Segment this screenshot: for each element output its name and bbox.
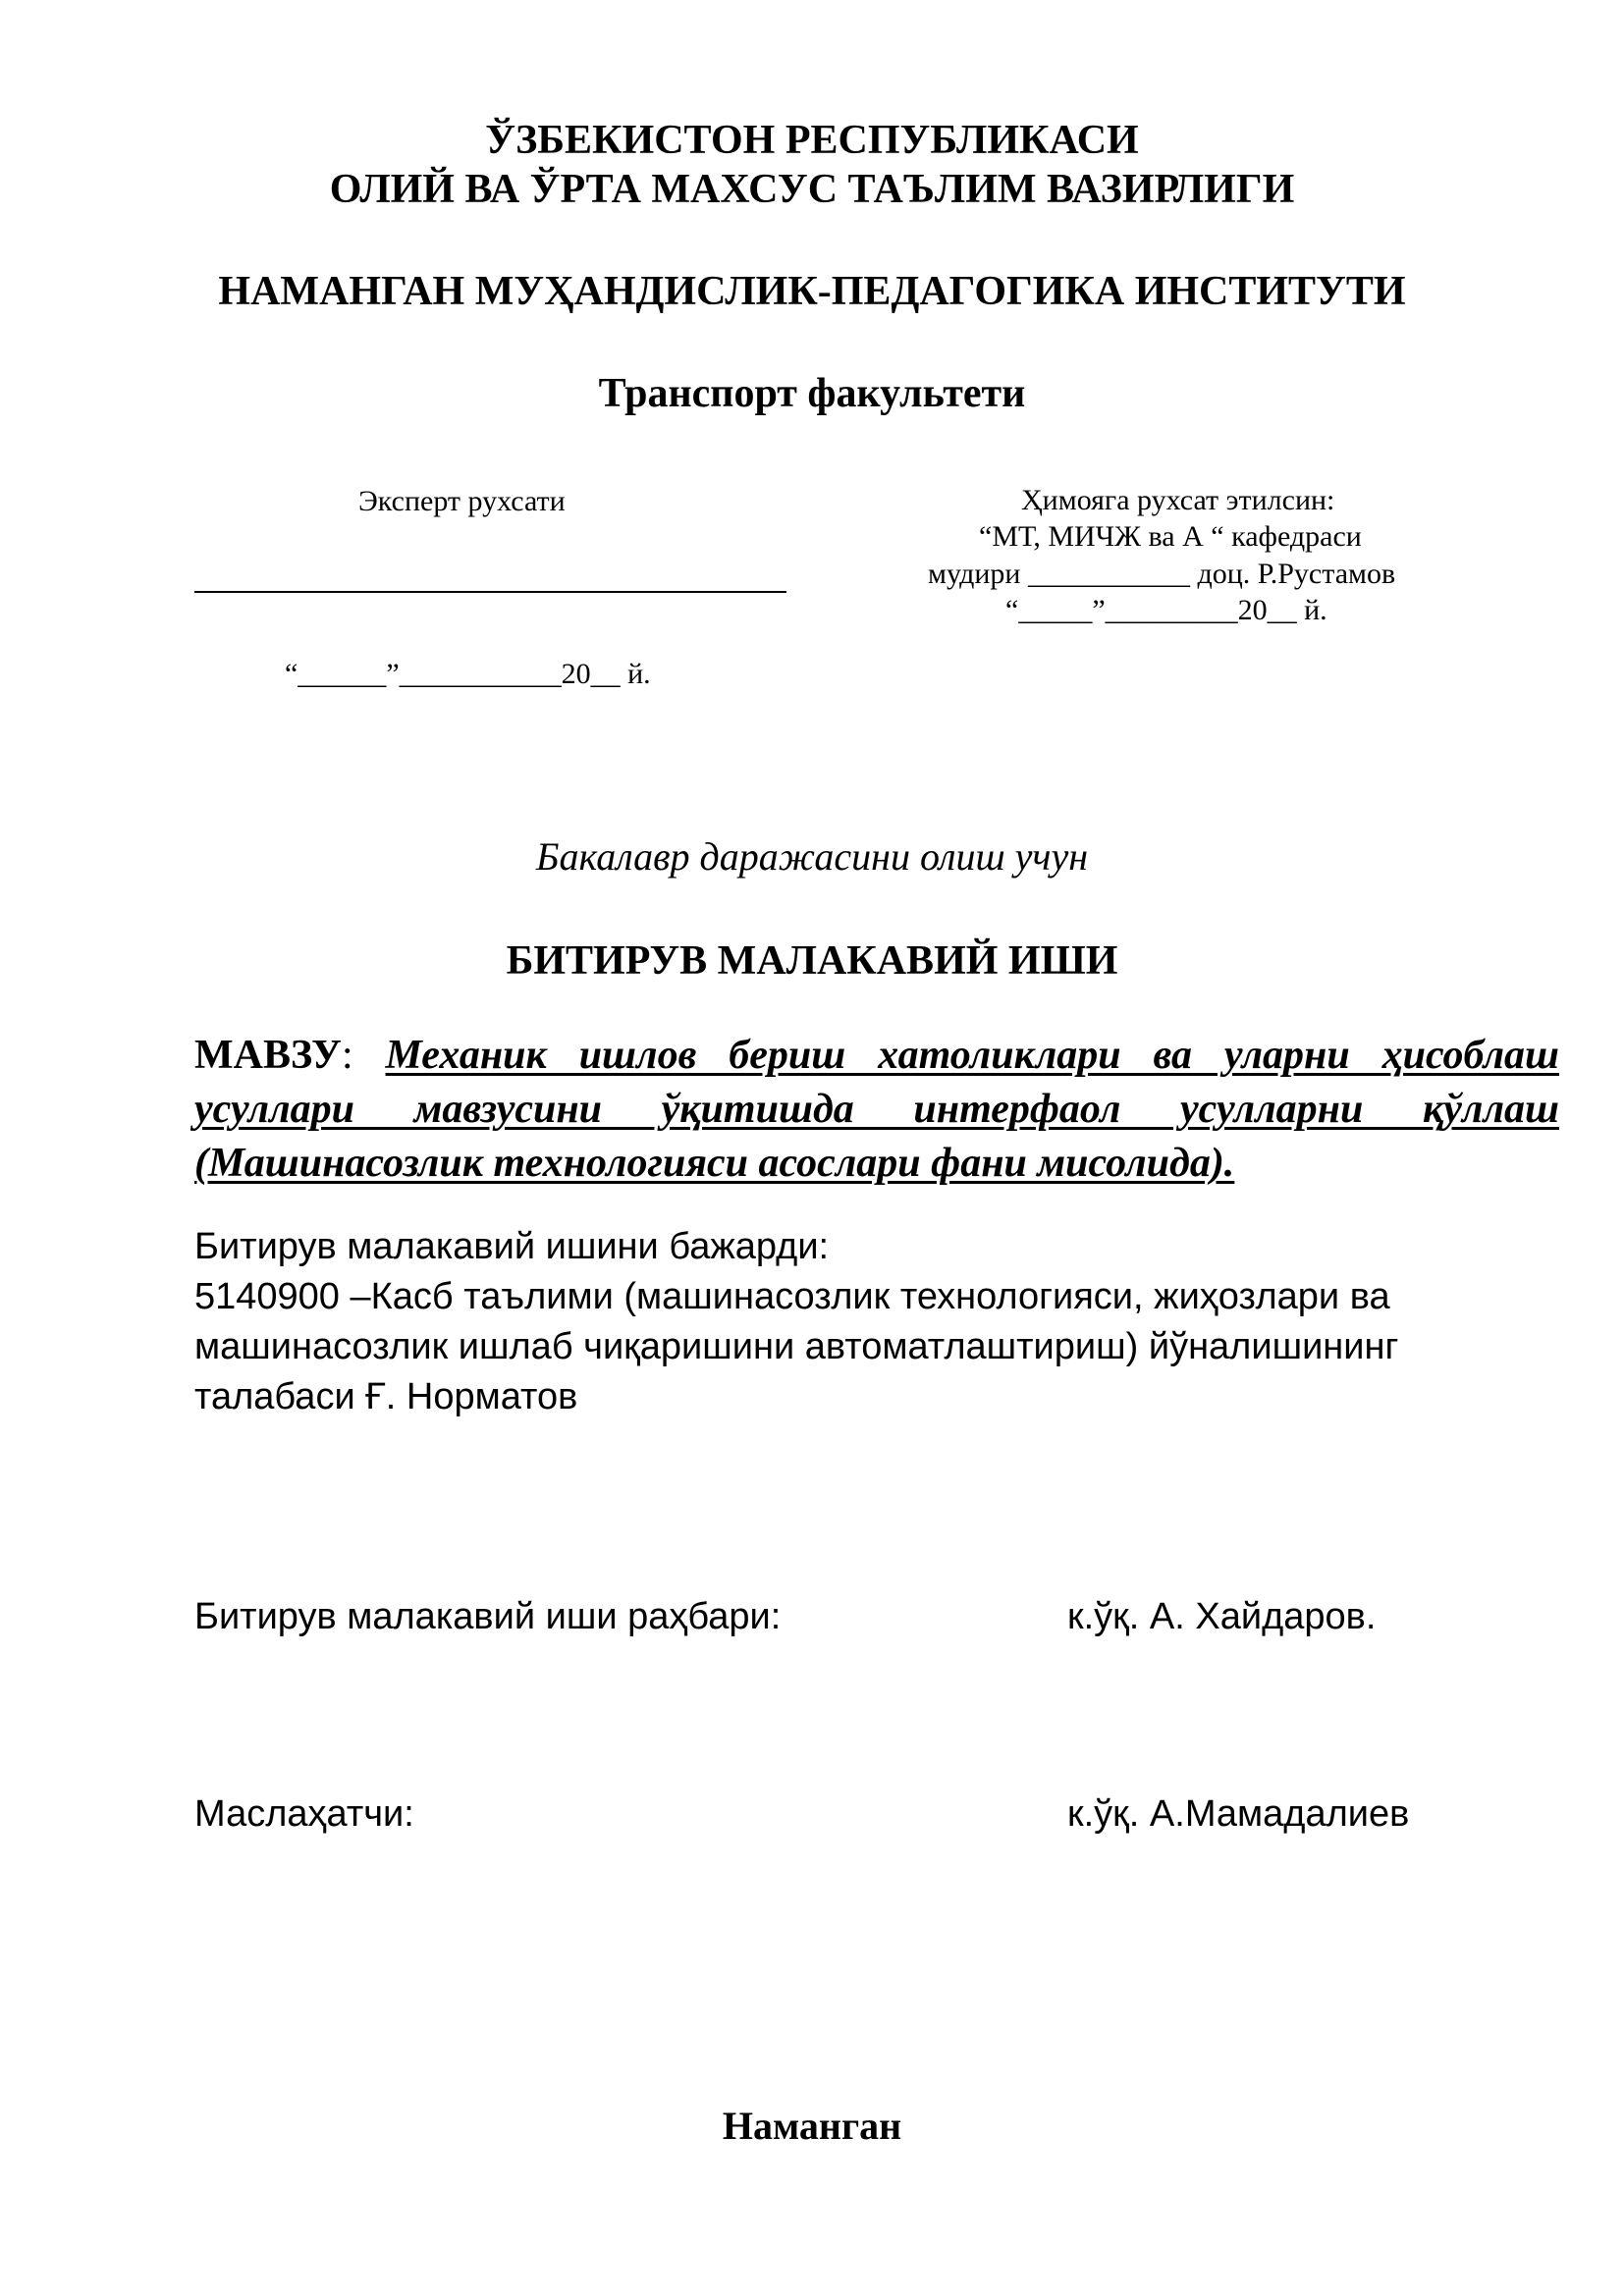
topic-label: МАВЗУ <box>194 1033 342 1078</box>
defense-approval-label: Ҳимояга рухсат этилсин: <box>1021 484 1335 516</box>
faculty-name: Транспорт факультети <box>598 371 1026 416</box>
topic-title: Механик ишлов бериш хатоликлари ва уларни ҳисоблаш усуллари мавзусини ўқитишда интерфаол усулларни қўллаш (Машинасозлик технологияси асослари фани мисолида). <box>194 1033 1560 1186</box>
performer-line-1: Битирув малакавий ишини бажарди: <box>194 1226 830 1267</box>
expert-signature-line <box>194 591 786 593</box>
city-name: Наманган <box>722 2104 902 2148</box>
supervisor-name: к.ўқ. А. Хайдаров. <box>1067 1596 1377 1637</box>
defense-approval-date: “_____”_________20__ й. <box>1005 594 1327 626</box>
institute-name: НАМАНГАН МУҲАНДИСЛИК-ПЕДАГОГИКА ИНСТИТУТИ <box>218 269 1406 314</box>
expert-approval-date: “______”___________20__ й. <box>285 658 651 690</box>
performer-line-4: талабаси Ғ. Норматов <box>194 1376 578 1417</box>
expert-approval-label: Эксперт рухсати <box>358 485 566 517</box>
header-line-republic: ЎЗБЕКИСТОН РЕСПУБЛИКАСИ <box>485 118 1139 163</box>
work-title: БИТИРУВ МАЛАКАВИЙ ИШИ <box>506 938 1118 984</box>
topic-separator: : <box>341 1033 386 1078</box>
supervisor-label: Битирув малакавий иши раҳбари: <box>194 1596 782 1637</box>
consultant-name: к.ўқ. А.Мамадалиев <box>1067 1793 1410 1835</box>
header-line-ministry: ОЛИЙ ВА ЎРТА МАХСУС ТАЪЛИМ ВАЗИРЛИГИ <box>329 167 1295 212</box>
performer-block <box>194 1222 1589 1422</box>
consultant-label: Маслаҳатчи: <box>194 1793 414 1835</box>
degree-note: Бакалавр даражасини олиш учун <box>535 834 1089 879</box>
department-head: мудири ___________ доц. Р.Рустамов <box>928 558 1396 590</box>
topic-block <box>194 1029 1559 1191</box>
performer-line-3: машинасозлик ишлаб чиқаришини автоматлаштириш) йўналишининг <box>194 1326 1399 1367</box>
department-name: “МТ, МИЧЖ ва А “ кафедраси <box>979 520 1362 553</box>
performer-line-2: 5140900 –Касб таълими (машинасозлик технологияси, жиҳозлари ва <box>194 1276 1390 1317</box>
